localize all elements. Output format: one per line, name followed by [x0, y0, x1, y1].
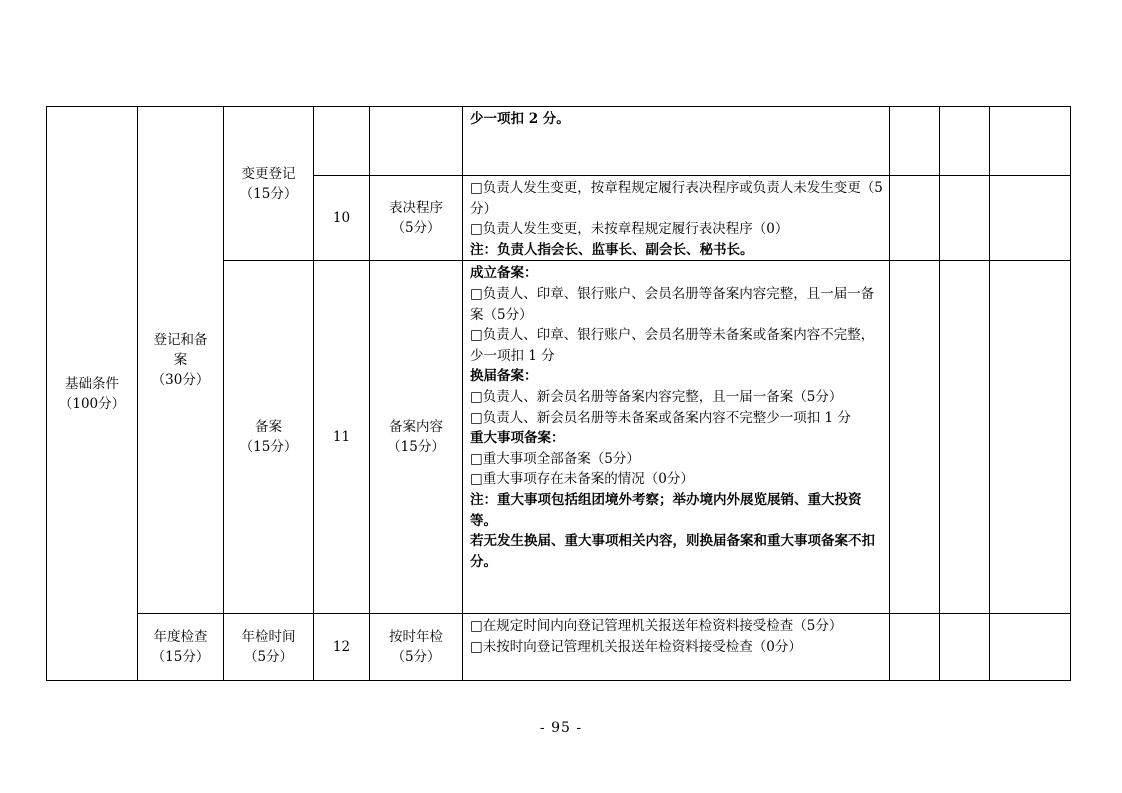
category-basic-conditions: 基础条件 （100分） — [47, 107, 138, 681]
number-cell-empty — [314, 107, 370, 176]
sub-inspection-time: 年检时间 （5分） — [224, 614, 314, 681]
item-on-time-inspection: 按时年检 （5分） — [370, 614, 463, 681]
page-number: - 95 - — [539, 720, 583, 736]
score-cell — [940, 107, 990, 176]
score-cell — [890, 614, 940, 681]
item-number-10: 10 — [314, 176, 370, 261]
content-voting-procedure: □负责人发生变更，按章程规定履行表决程序或负责人未发生变更（5分） □负责人发生变更，未按章程规定履行表决程序（0） 注：负责人指会长、监事长、副会长、秘书长。 — [463, 176, 890, 261]
score-cell — [940, 176, 990, 261]
content-filing: 成立备案： □负责人、印章、银行账户、会员名册等备案内容完整，且一届一备案（5分） □负责人、印章、银行账户、会员名册等未备案或备案内容不完整，少一项扣 1 分 换届备案： □负责人、新会员名册等备案内容完整，且一届一备案（5分） □负责人、新会员名册等未备案或备案内容不完整少一项扣 1 分 重大事项备案： □重大事项全部备案（5分） □重大事项存在未备案的情况（0分） 注：重大事项包括组团境外考察；举办境内外展览展销、重大投资等。 若无发生换届、重大事项相关内容，则换届备案和重大事项备案不扣分。 — [463, 261, 890, 614]
item-number-12: 12 — [314, 614, 370, 681]
scoring-table — [46, 106, 1071, 681]
score-cell — [890, 176, 940, 261]
item-voting-procedure: 表决程序 （5分） — [370, 176, 463, 261]
category-annual-inspection: 年度检查 （15分） — [138, 614, 224, 681]
category-registration-filing: 登记和备 案 （30分） — [138, 107, 224, 614]
score-cell — [940, 614, 990, 681]
content-continued: 少一项扣 2 分。 — [463, 107, 890, 176]
sub-filing: 备案 （15分） — [224, 261, 314, 614]
sub-change-registration: 变更登记 （15分） — [224, 107, 314, 261]
remark-cell — [990, 614, 1071, 681]
item-filing-content: 备案内容 （15分） — [370, 261, 463, 614]
score-cell — [890, 261, 940, 614]
score-cell — [890, 107, 940, 176]
item-number-11: 11 — [314, 261, 370, 614]
remark-cell — [990, 176, 1071, 261]
score-cell — [940, 261, 990, 614]
remark-cell — [990, 261, 1071, 614]
item-cell-empty — [370, 107, 463, 176]
content-inspection-time: □在规定时间内向登记管理机关报送年检资料接受检查（5分） □未按时向登记管理机关报送年检资料接受检查（0分） — [463, 614, 890, 681]
remark-cell — [990, 107, 1071, 176]
